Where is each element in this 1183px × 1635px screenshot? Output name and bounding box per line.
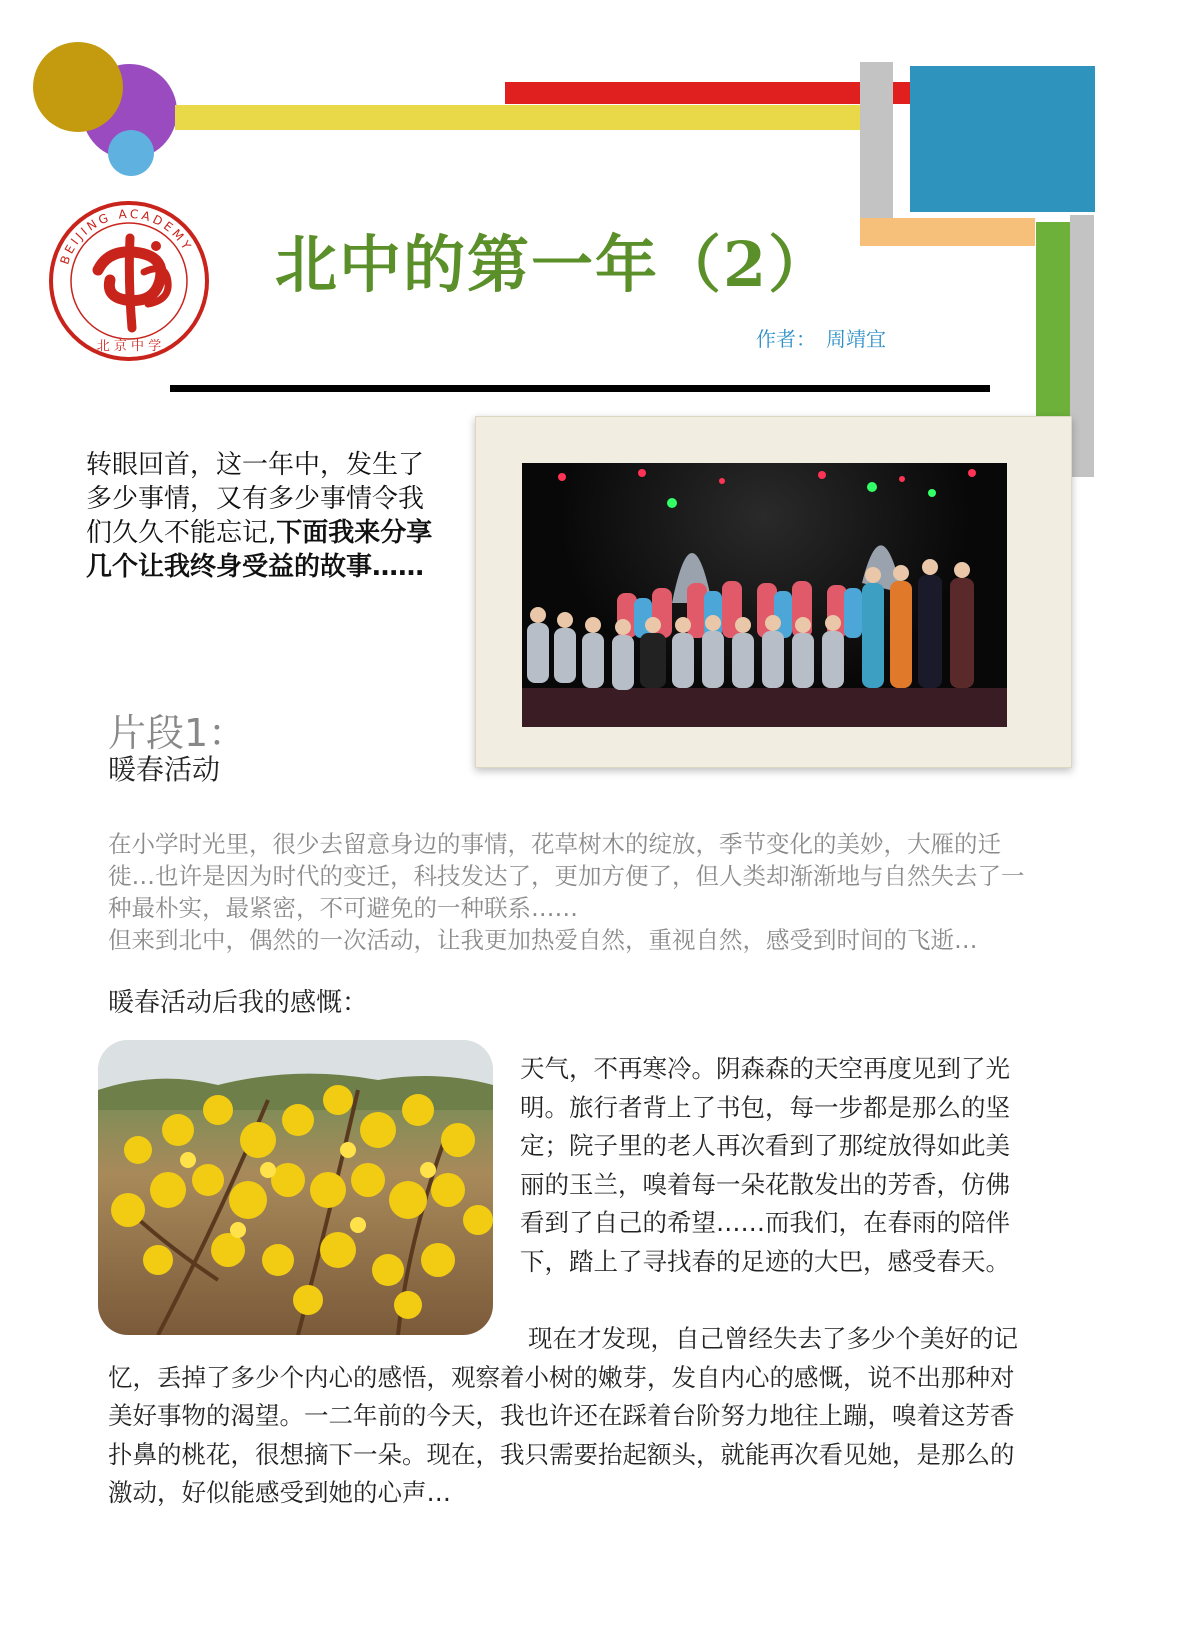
author-name: 周靖宜: [826, 327, 886, 351]
feelings-label: 暖春活动后我的感慨：: [108, 988, 369, 1018]
intro-plain: 转眼回首，这一年中，发生了多少事情，又有多少事情令我们久久不能忘记,: [86, 450, 425, 548]
decor-square-blue: [910, 66, 1095, 212]
decor-bar-yellow: [175, 105, 875, 130]
title-divider: [170, 385, 990, 392]
stage-photo: [522, 463, 1007, 727]
section-subheading: 暖春活动: [108, 753, 221, 786]
seal-bottom-text: 北 京 中 学: [96, 339, 162, 354]
decor-bar-orange: [860, 218, 1035, 246]
forsythia-scene: [98, 1040, 493, 1335]
decor-bar-gray-right: [1070, 215, 1094, 477]
paragraph-beijing-academy: 但来到北中，偶然的一次活动，让我更加热爱自然，重视自然，感受到时间的飞逝…: [108, 926, 978, 954]
author-label: 作者：: [756, 327, 816, 351]
section-paragraph: [108, 828, 1038, 956]
section-heading: 片段1：: [108, 711, 247, 755]
decor-circle-gold: [33, 42, 123, 132]
decor-circle-blue: [108, 130, 154, 176]
photo-frame: [475, 416, 1072, 768]
decor-bar-gray: [860, 62, 893, 222]
intro-bold: 下面我来分享几个让我终身受益的故事……: [86, 518, 433, 582]
reflection-text: 现在才发现，自己曾经失去了多少个美好的记忆，丢掉了多少个内心的感悟，观察着小树的嫩芽，发自内心的感慨，说不出那种对美好事物的渴望。一二年前的今天，我也许还在踩着台阶努力地往上蹦，嗅着这芳香扑鼻的桃花，很想摘下一朵。现在，我只需要抬起额头，就能再次看见她，是那么的激动，好似能感受到她的心声…: [108, 1324, 1018, 1507]
spring-trip-text: 天气，不再寒冷。阴森森的天空再度见到了光明。旅行者背上了书包，每一步都是那么的坚定；院子里的老人再次看到了那绽放得如此美丽的玉兰，嗅着每一朵花散发出的芳香，仿佛看到了自己的希望……而我们，在春雨的陪伴下，踏上了寻找春的足迹的大巴，感受春天。: [520, 1054, 1010, 1276]
author-line: [756, 323, 886, 352]
intro-text: [86, 448, 441, 584]
forsythia-photo: [98, 1040, 493, 1335]
page-title: 北中的第一年（2）: [275, 228, 833, 301]
school-seal-logo: [48, 200, 210, 362]
paragraph-primary-school: 在小学时光里，很少去留意身边的事情，花草树木的绽放，季节变化的美妙，大雁的迁徙…也许是因为时代的变迁，科技发达了，更加方便了，但人类却渐渐地与自然失去了一种最朴实，最紧密，不可避免的一种联系……: [108, 830, 1025, 922]
seal-ring-text: BEIJING ACADEMY: [57, 206, 196, 267]
stage-scene: [522, 463, 1007, 727]
